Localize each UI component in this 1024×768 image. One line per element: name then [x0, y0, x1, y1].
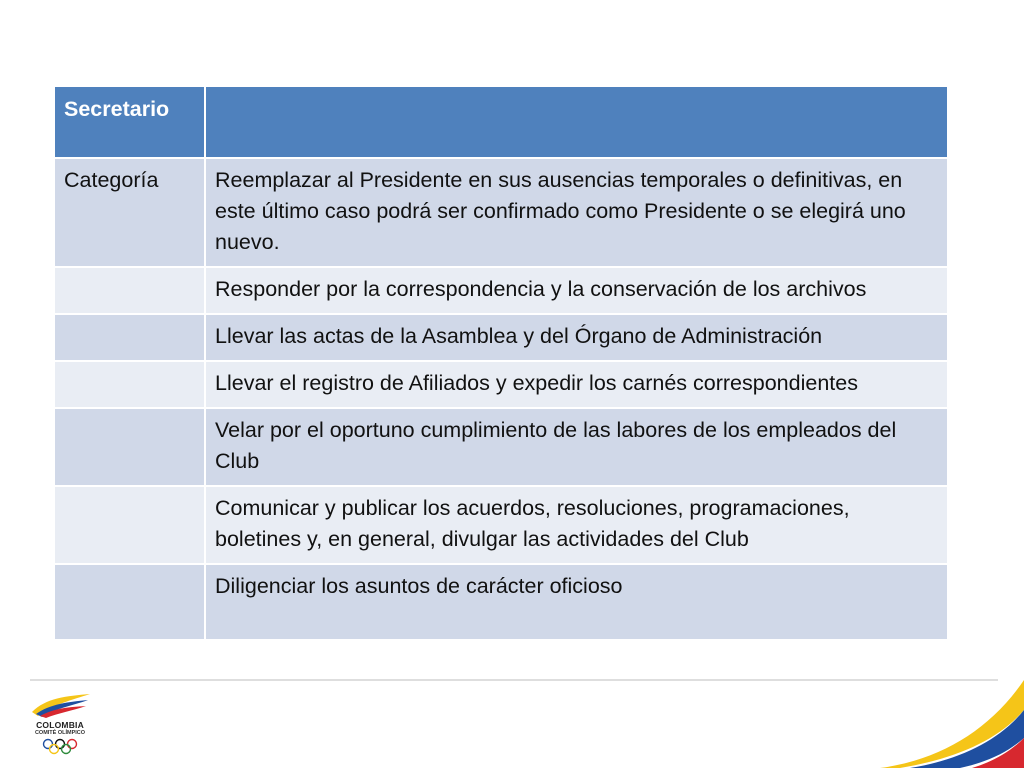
row-text-cell: Llevar las actas de la Asamblea y del Órgano de Administración [205, 314, 948, 361]
footer-divider [30, 679, 998, 681]
header-role-cell: Secretario [54, 86, 205, 158]
flag-swoosh-icon [28, 690, 92, 720]
table-row [54, 564, 948, 640]
corner-flag-swoosh-icon [880, 680, 1024, 768]
logo-text-committee: COMITÉ OLÍMPICO [34, 730, 86, 736]
table-row [54, 486, 948, 564]
table-row [54, 158, 948, 267]
row-label-cell [54, 408, 205, 486]
row-text-cell: Comunicar y publicar los acuerdos, resoluciones, programaciones, boletines y, en general, divulgar las actividades del Club [205, 486, 948, 564]
header-empty-cell [205, 86, 948, 158]
row-label-cell [54, 486, 205, 564]
duties-table [53, 85, 949, 641]
row-text-cell: Reemplazar al Presidente en sus ausencias temporales o definitivas, en este último caso podrá ser confirmado como Presidente o se elegirá uno nuevo. [205, 158, 948, 267]
olympic-rings-icon [42, 738, 78, 756]
row-label-cell [54, 267, 205, 314]
table-row [54, 408, 948, 486]
row-text-cell: Responder por la correspondencia y la conservación de los archivos [205, 267, 948, 314]
row-label-cell [54, 361, 205, 408]
table-header-row [54, 86, 948, 158]
row-text-cell: Velar por el oportuno cumplimiento de las labores de los empleados del Club [205, 408, 948, 486]
row-label-cell: Categoría [54, 158, 205, 267]
row-label-cell [54, 564, 205, 640]
row-text-cell: Diligenciar los asuntos de carácter oficioso [205, 564, 948, 640]
table-row [54, 361, 948, 408]
table-row [54, 314, 948, 361]
row-label-cell [54, 314, 205, 361]
table-row [54, 267, 948, 314]
row-text-cell: Llevar el registro de Afiliados y expedir los carnés correspondientes [205, 361, 948, 408]
logo-text-country: COLOMBIA [36, 720, 84, 730]
colombia-olympic-logo [28, 690, 92, 760]
